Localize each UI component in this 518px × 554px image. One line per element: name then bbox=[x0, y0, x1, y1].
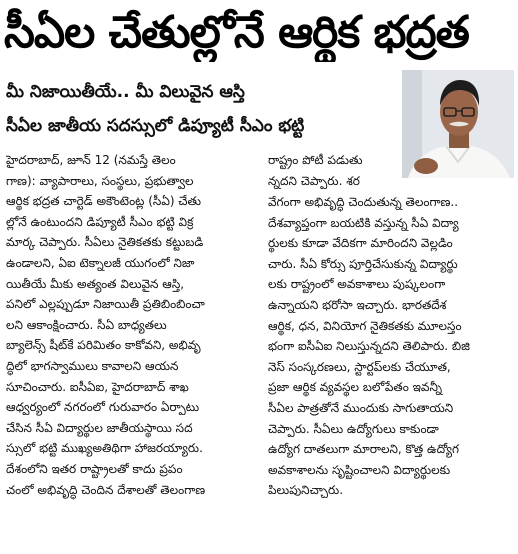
body-line: చేసిన సీఏ విద్యార్థుల జాతీయస్థాయి సద bbox=[6, 420, 193, 435]
headline: సీఏల చేతుల్లోనే ఆర్థిక భద్రత bbox=[4, 7, 469, 58]
body-line: సూచించారు. ఐసీఏఐ, హైదరాబాద్ శాఖ bbox=[6, 379, 189, 394]
body-line: చారు. సీఏ కోర్సు పూర్తిచేసుకున్న విద్యార్థు bbox=[268, 256, 458, 271]
left-column bbox=[6, 150, 252, 500]
body-line: మార్క చెప్పారు. సీఏలు నైతికతకు కట్టుబడి bbox=[6, 235, 204, 250]
body-line: హైదరాబాద్, జూన్ 12 (నమస్తే తెలం bbox=[6, 153, 176, 167]
right-column bbox=[268, 192, 514, 501]
body-line: అవకాశాలను సృష్టించాలని విద్యార్థులకు bbox=[268, 462, 451, 477]
body-line: న్నదని చెప్పారు. శర bbox=[268, 173, 360, 188]
right-column-top bbox=[268, 150, 398, 191]
body-line: ఉద్యోగ దాతలుగా మారాలని, కొత్త ఉద్యోగ bbox=[268, 442, 459, 457]
body-line: లని ఆకాంక్షించారు. సీఏ బాధ్యతలు bbox=[6, 317, 167, 332]
body-line: చంలో అభివృద్ధి చెందిన దేశాలతో తెలంగాణ bbox=[6, 482, 206, 497]
body-line: పిలుపునిచ్చారు. bbox=[268, 483, 344, 498]
body-line: వేగంగా అభివృద్ధి చెందుతున్న తెలంగాణ.. bbox=[268, 195, 459, 209]
body-line: పనిలో ఎల్లప్పుడూ నిజాయితీ ప్రతిబింబించా bbox=[6, 297, 205, 312]
speaker-photo bbox=[402, 70, 514, 178]
body-line: దేశవ్యాప్తంగా బయటికి వస్తున్న సీఏ విద్యా bbox=[268, 215, 459, 230]
body-line: ఉండాలని, ఏఐ టెక్నాలజీ యుగంలో నిజా bbox=[6, 255, 195, 270]
body-line: గాణ): వ్యాపారాలు, సంస్థలు, ప్రభుత్వాల bbox=[6, 173, 194, 188]
subheadline-2: సీఏల జాతీయ సదస్సులో డిప్యూటీ సీఎం భట్టి bbox=[6, 116, 305, 136]
body-line: భంగా ఐసీఏఐ నిలుస్తున్నదని తెలిపారు. బిజి bbox=[268, 339, 470, 354]
body-line: సీఏల పాత్రతోనే ముందుకు సాగుతాయని bbox=[268, 400, 454, 415]
subheadline-1: మీ నిజాయితీయే.. మీ విలువైన ఆస్తి bbox=[6, 82, 245, 102]
body-line: ద్ధిలో భాగస్వాములు కావాలని ఆయన bbox=[6, 358, 179, 373]
body-line: చెప్పారు. సీఏలు ఉద్యోగులు కాకుండా bbox=[268, 421, 439, 436]
body-line: లకు రాష్ట్రంలో అవకాశాలు పుష్కలంగా bbox=[268, 277, 446, 292]
body-line: ర్థులకు కూడా వేదికగా మారిందని వెల్లడిం bbox=[268, 236, 453, 251]
body-line: ప్రజా ఆర్థిక వ్యవస్థల బలోపేతం ఇవన్నీ bbox=[268, 380, 442, 395]
body-line: ల్లోనే ఉంటుందని డిప్యూటీ సీఎం భట్టి విక్ర bbox=[6, 214, 194, 229]
body-line: ఆర్థిక భద్రత చార్టెడ్ అకౌంటెంట్ల (సీఏ) చేతు bbox=[6, 194, 201, 209]
body-line: రాష్ట్రం పోటీ పడుతు bbox=[268, 153, 363, 167]
body-line: యితీయే మీకు అత్యంత విలువైన ఆస్తి, bbox=[6, 276, 185, 291]
body-line: నెస్ సంస్కరణలు, స్టార్టప్‌లకు చేయూత, bbox=[268, 359, 451, 374]
body-line: ఉన్నాయని భరోసా ఇచ్చారు. భారతదేశ bbox=[268, 297, 447, 312]
body-line: దేశంలోని ఇతర రాష్ట్రాలతో కాదు ప్రపం bbox=[6, 461, 183, 476]
body-line: ఆర్థిక, ధన, వినియోగ నైతికతకు మూలస్తం bbox=[268, 318, 462, 333]
body-line: స్సులో భట్టి ముఖ్యఅతిథిగా హాజరయ్యారు. bbox=[6, 441, 203, 456]
body-line: ఆధ్వర్యంలో నగరంలో గురువారం ఏర్పాటు bbox=[6, 400, 200, 415]
body-line: బ్యాలెన్స్ షీట్‌కే పరిమితం కాకోవని, అభివృ bbox=[6, 338, 201, 353]
